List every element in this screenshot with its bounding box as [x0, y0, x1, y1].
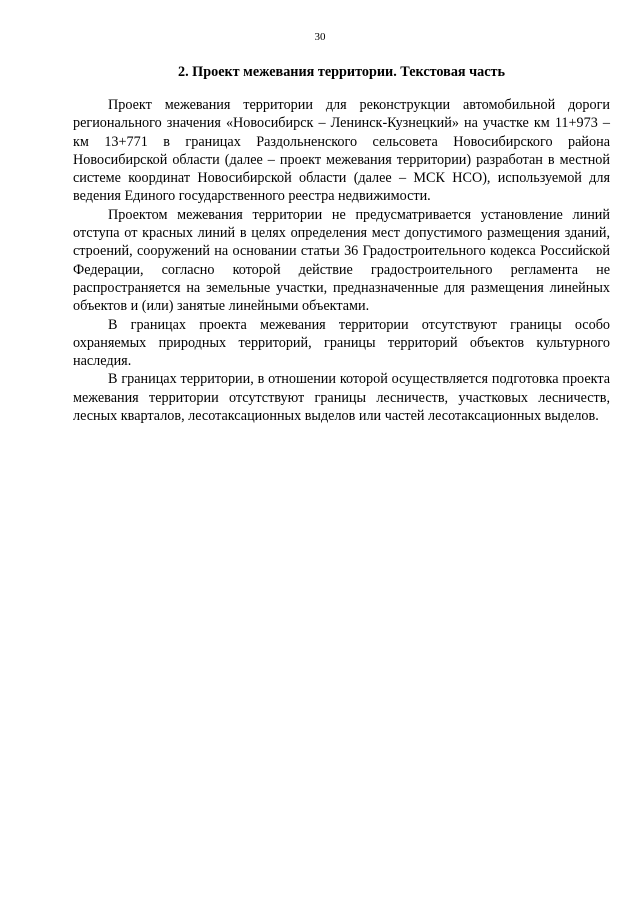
- section-heading: 2. Проект межевания территории. Текстовая часть: [177, 64, 505, 80]
- paragraph-setback-lines: Проектом межевания территории не предусматривается установление линий отступа от красных линий в целях определения мест допустимого размещения зданий, строений, сооружений на основании статьи 36 Градостроительного кодекса Российской Федерации, согласно которой действие градостроительного регламента не распространяется на земельные участки, предназначенные для размещения линейных объектов и (или) занятые линейными объектами.: [73, 206, 610, 315]
- paragraph-project-description: Проект межевания территории для реконструкции автомобильной дороги регионального значения «Новосибирск – Ленинск-Кузнецкий» на участке км 11+973 – км 13+771 в границах Раздольненского сельсовета Новосибирского района Новосибирской области (далее – проект межевания территории) разработан в местной системе координат Новосибирской области (далее – МСК НСО), используемой для ведения Единого государственного реестра недвижимости.: [73, 97, 610, 205]
- page-number: 30: [314, 31, 326, 43]
- paragraph-forestry-boundaries: В границах территории, в отношении которой осуществляется подготовка проекта межевания территории отсутствуют границы лесничеств, участковых лесничеств, лесных кварталов, лесотаксационных выделов или частей лесотаксационных выделов.: [73, 371, 610, 425]
- paragraph-protected-areas: В границах проекта межевания территории отсутствуют границы особо охраняемых природных территорий, границы территорий объектов культурного наследия.: [73, 316, 610, 370]
- body-text: [73, 96, 610, 425]
